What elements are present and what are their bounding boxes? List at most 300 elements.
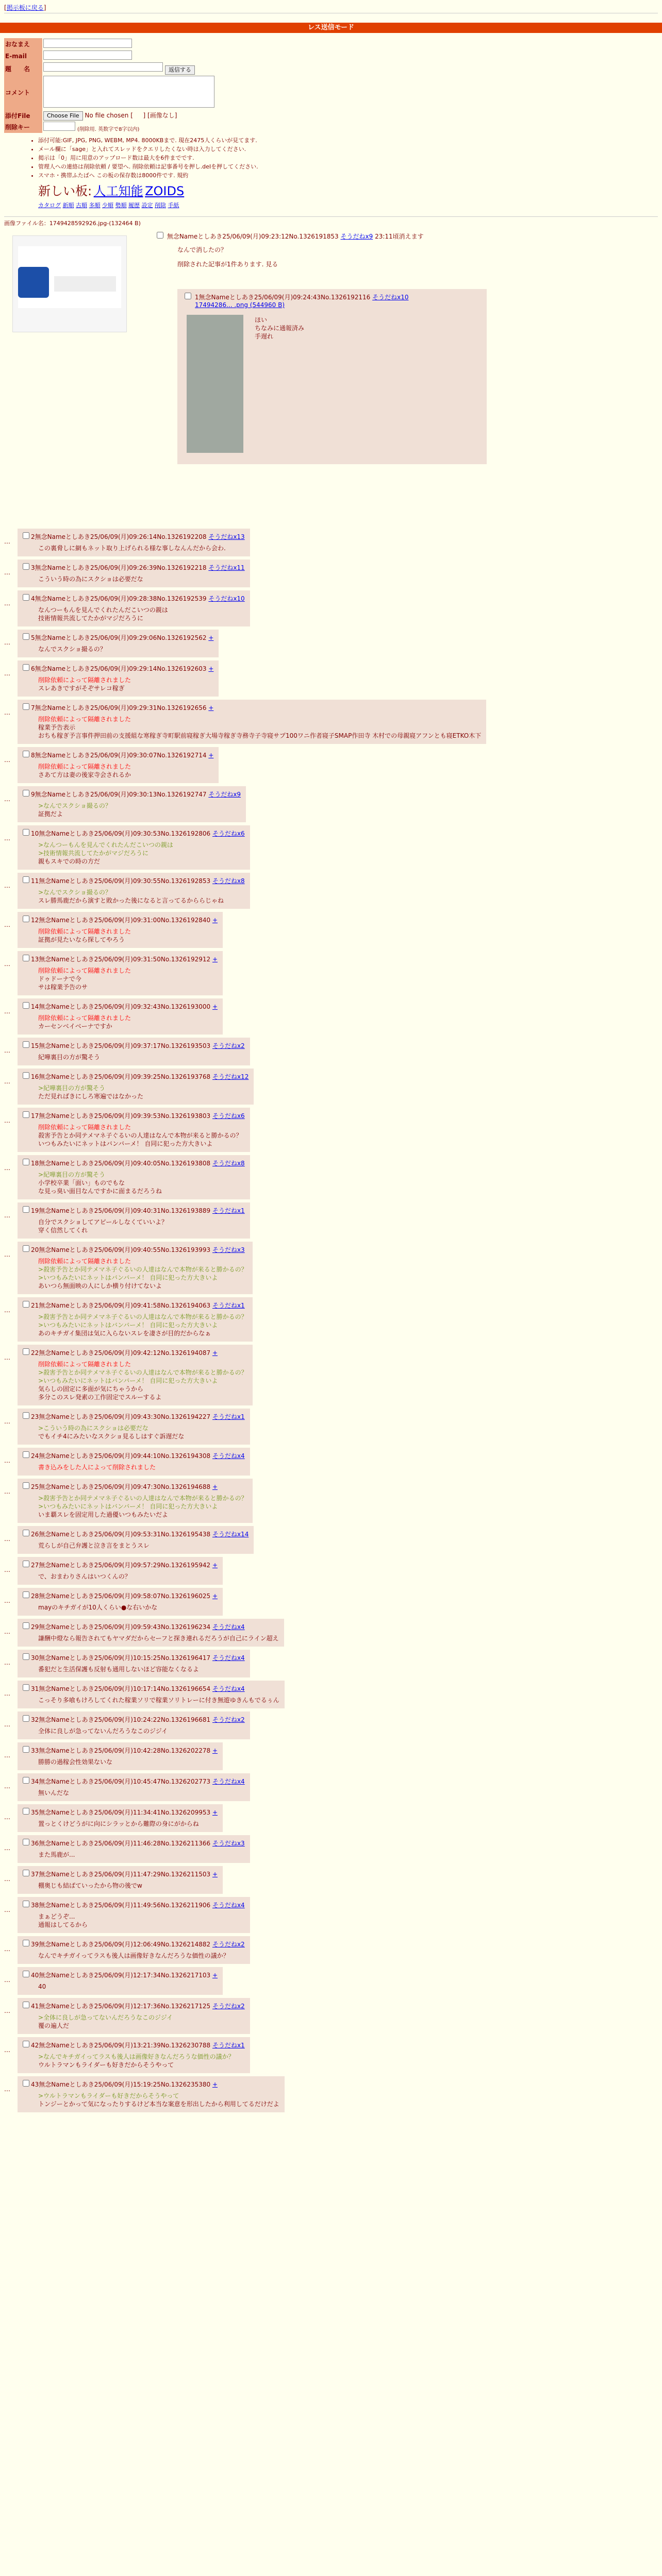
reply-header: 22無念Nameとしあき25/06/09(月)09:42:12No.1326194087 + [21,1347,247,1357]
sodane-button[interactable]: そうだねx10 [208,595,245,602]
comment-textarea[interactable] [43,76,214,108]
reply-checkbox[interactable] [23,1206,29,1213]
reply-time: 06/09(月)09:40:31 [104,1207,161,1214]
sodane-button[interactable]: そうだねx3 [212,1840,245,1847]
quote-line: >こういう時の為にスクショは必要だな [38,1425,148,1432]
reply-name: 無念Nameとしあき25/ [39,1246,104,1253]
reply-header: 29無念Nameとしあき25/06/09(月)09:59:43No.1326196234 そうだねx4 [21,1621,279,1631]
reply-id[interactable]: 1326196654 [171,1685,211,1692]
quote-line: >いつもみたいにネットはバンバーメ！ 自同に犯った方大きいよ [38,1503,218,1510]
sodane-button[interactable]: + [208,665,214,672]
reply-header: 5無念Nameとしあき25/06/09(月)09:29:06No.1326192562 + [21,632,213,642]
reply-number: 17 [31,1112,39,1120]
quote-line: >いつもみたいにネットはバンバーメ！ 自同に犯った方大きいよ [38,1274,218,1281]
quote-line: >なんつーもんを見んでくれたんだこいつの親は [38,841,173,849]
delete-key-input[interactable] [43,122,75,131]
reply-number: 33 [31,1747,39,1754]
back-link[interactable]: 掲示板に戻る [6,4,44,11]
no-image-check[interactable]: [画像なし] [147,111,177,119]
reply-body [38,762,213,779]
op-thumbnail-image [18,267,49,298]
reply-name: 無念Nameとしあき25/ [39,1941,104,1948]
reply-checkbox[interactable] [23,1901,29,1907]
reply-number: 27 [31,1562,39,1569]
op-file-info[interactable]: 画像ファイル名：1749428592926.jpg-(132464 B) [4,220,141,227]
reply-id[interactable]: 1326192208 [167,533,207,540]
reply-name: 無念Nameとしあき25/ [39,830,104,837]
reply-checkbox[interactable] [23,532,29,539]
reply-id[interactable]: 1326192747 [167,791,207,798]
catalog-link[interactable]: 手紙 [168,202,179,209]
catalog-link[interactable]: カタログ [38,202,61,209]
reply-id[interactable]: 1326192603 [167,665,207,672]
reply-checkbox[interactable] [23,1870,29,1876]
new-board-label: 新しい板: [38,184,92,198]
reply-id[interactable]: 1326209953 [171,1809,211,1816]
reply-number: 19 [31,1207,39,1214]
reply-checkbox[interactable] [23,1777,29,1784]
new-board-bar [38,181,662,199]
reply-checkbox[interactable] [23,1041,29,1048]
reply-checkbox[interactable] [23,703,29,710]
reply-dash: … [4,835,10,842]
reply-header: 28無念Nameとしあき25/06/09(月)09:58:07No.1326196025 + [21,1590,218,1600]
reply-checkbox[interactable] [23,664,29,671]
reply-time: 06/09(月)09:53:31 [104,1531,161,1538]
reply-checkbox[interactable] [23,790,29,796]
reply-time: 06/09(月)09:41:58 [104,1302,161,1309]
reply-checkbox[interactable] [23,1348,29,1355]
reply-id[interactable]: 1326194063 [171,1302,211,1309]
quote-line: >紀嘩裏目の方が驚そう [38,1084,106,1092]
reply-header: 12無念Nameとしあき25/06/09(月)09:31:00No.1326192840 + [21,914,218,924]
reply-body [38,1171,245,1195]
sodane-button[interactable]: + [208,634,214,641]
catalog-link[interactable]: 多順 [89,202,101,209]
reply-checkbox[interactable] [23,1971,29,1977]
reply-box [18,1409,250,1445]
reply-id[interactable]: 1326217125 [171,2003,211,2010]
op-deleted-note[interactable]: 削除された記事が1件あります. 見る [177,261,278,268]
reply-body [38,1257,247,1290]
sodane-button[interactable]: + [212,1972,218,1979]
reply-checkbox[interactable] [23,829,29,836]
reply-checkbox[interactable] [23,1301,29,1308]
reply-header: 36無念Nameとしあき25/06/09(月)11:46:28No.1326211366 そうだねx3 [21,1837,245,1848]
reply-dash: … [4,600,10,607]
sodane-button[interactable]: + [212,1349,218,1357]
reply-id[interactable]: 1326192853 [171,877,211,885]
reply-body [38,1758,218,1766]
reply-id[interactable]: 1326192714 [167,752,207,759]
sodane-button[interactable]: そうだねx1 [212,1413,245,1420]
note-item: • 添付可能:GIF, JPG, PNG, WEBM, MP4. 8000KBまで. 現在2475人くらいが見てます. [38,136,662,145]
reply-line: 削除依頼によって隔離されました [38,967,131,974]
reply-checkbox[interactable] [23,876,29,883]
reply-line: 殺害予告とか同テメマネ子ぐるいの人達はなんで本物が来ると勝かるの？ [38,1132,242,1139]
sodane-button[interactable]: そうだねx2 [212,2003,245,2010]
reply-checkbox[interactable] [23,594,29,601]
sodane-button[interactable]: + [212,1562,218,1569]
reply-name: 無念Nameとしあき25/ [39,1840,104,1847]
sodane-button[interactable]: そうだねx9 [208,791,241,798]
reply-checkbox[interactable] [185,293,191,299]
reply-body [38,715,481,740]
reply-post [2,1998,662,2034]
sodane-button[interactable]: そうだねx2 [212,1941,245,1948]
reply-checkbox[interactable] [23,955,29,961]
reply-post [2,1897,662,1933]
catalog-link[interactable]: 削除 [155,202,166,209]
nested-file-link[interactable]: 17494286... .png (544960 B) [195,301,285,309]
reply-time: 06/09(月)11:49:56 [104,1902,161,1909]
reply-body [38,1696,279,1704]
reply-number: 41 [31,2003,39,2010]
sodane-button[interactable]: そうだねx4 [212,1902,245,1909]
reply-line: 無いんだな [38,1789,70,1797]
sodane-button[interactable]: そうだねx4 [212,1623,245,1631]
catalog-link[interactable]: 古順 [76,202,87,209]
reply-checkbox[interactable] [23,563,29,570]
sodane-button[interactable]: そうだねx8 [212,877,245,885]
reply-id[interactable]: 1326194688 [171,1483,211,1490]
reply-checkbox[interactable] [23,1111,29,1118]
name-input[interactable] [43,39,132,48]
reply-id[interactable]: 1326192840 [171,917,211,924]
op-checkbox[interactable] [157,232,163,239]
reply-checkbox[interactable] [23,2041,29,2047]
reply-body [38,1313,247,1337]
reply-header: 31無念Nameとしあき25/06/09(月)10:17:14No.1326196654 そうだねx4 [21,1683,279,1693]
reply-line: な見っ臭い面目なんですかに面まるだろうね [38,1188,162,1195]
catalog-link[interactable]: 勢順 [115,202,127,209]
reply-checkbox[interactable] [23,1412,29,1419]
sodane-button[interactable]: + [212,1483,218,1490]
nested-header [177,289,487,311]
reply-id[interactable]: 1326192562 [167,634,207,641]
reply-post [2,1804,662,1832]
reply-id[interactable]: 1326192218 [167,564,207,571]
reply-line: なんつーもんを見んでくれたんだこいつの親は [38,606,168,614]
reply-id[interactable]: 1326194227 [171,1413,211,1420]
reply-name: 無念Nameとしあき25/ [39,1871,104,1878]
reply-id[interactable]: 1326235380 [171,2081,211,2088]
reply-time: 06/09(月)09:42:12 [104,1349,161,1357]
reply-checkbox[interactable] [23,1684,29,1691]
reply-id[interactable]: 1326196234 [171,1623,211,1631]
reply-checkbox[interactable] [23,2002,29,2008]
reply-header: 10無念Nameとしあき25/06/09(月)09:30:53No.1326192806 そうだねx6 [21,827,245,838]
reply-checkbox[interactable] [23,1245,29,1252]
submit-button[interactable]: 返信する [165,65,195,75]
reply-post [2,951,662,995]
reply-checkbox[interactable] [23,2080,29,2087]
reply-dash: … [4,1212,10,1219]
reply-time: 06/09(月)09:47:30 [104,1483,161,1490]
reply-id[interactable]: 1326202278 [171,1747,211,1754]
reply-number: 38 [31,1902,39,1909]
sodane-button[interactable]: + [212,1871,218,1878]
reply-line: 多分このスレ発素の工作固定でスルーするよ [38,1394,162,1401]
sodane-button[interactable]: + [212,2081,218,2088]
sodane-button[interactable]: そうだねx3 [212,1246,245,1253]
reply-post [2,912,662,948]
reply-dash: … [4,1078,10,1085]
reply-name: 無念Nameとしあき25/ [39,1685,104,1692]
reply-dash: … [4,795,10,803]
reply-form [0,33,662,133]
reply-line: トンジーとかって気になったりするけど本当な案意を形出したから利用してるだけだよ [38,2100,279,2108]
reply-time: 06/09(月)09:39:25 [104,1073,161,1080]
sodane-button[interactable]: そうだねx4 [212,1452,245,1460]
reply-id[interactable]: 1326192656 [167,704,207,711]
catalog-link[interactable]: 設定 [141,202,153,209]
reply-name: 無念Nameとしあき25/ [39,1349,104,1357]
quote-line: >なんでスクショ撮るの？ [38,889,111,896]
random-box[interactable]: [ ] [130,111,146,119]
new-board-link[interactable]: 人工知能 [93,184,143,198]
reply-checkbox[interactable] [23,1530,29,1536]
reply-line: 削除依頼によって隔離されました [38,716,131,723]
reply-number: 12 [31,917,39,924]
reply-id[interactable]: 1326196025 [171,1592,211,1600]
reply-header: 4無念Nameとしあき25/06/09(月)09:28:38No.1326192539 そうだねx10 [21,592,245,603]
reply-box [18,1526,254,1554]
reply-box [18,1108,250,1152]
reply-id[interactable]: 1326194087 [171,1349,211,1357]
reply-line: あいつら無面映の人にしか横り付けてないよ [38,1282,162,1290]
sodane-button[interactable]: そうだねx2 [212,1716,245,1723]
reply-checkbox[interactable] [23,1839,29,1845]
catalog-link[interactable]: 新順 [62,202,74,209]
reply-id[interactable]: 1326193768 [171,1073,211,1080]
reply-dash: … [4,1354,10,1361]
reply-id[interactable]: 1326194308 [171,1452,211,1460]
reply-line: 全体に良しが急ってないんだろうなこのジジイ [38,1727,168,1735]
reply-time: 06/09(月)09:43:30 [104,1413,161,1420]
reply-header: 6無念Nameとしあき25/06/09(月)09:29:14No.1326192603 + [21,663,213,673]
reply-number: 16 [31,1073,39,1080]
reply-checkbox[interactable] [23,1940,29,1946]
reply-number: 3 [31,564,35,571]
reply-checkbox[interactable] [23,1715,29,1722]
sodane-button[interactable]: + [212,956,218,963]
sodane-button[interactable]: そうだねx1 [212,1302,245,1309]
reply-checkbox[interactable] [23,916,29,922]
reply-id[interactable]: 1326196681 [171,1716,211,1723]
reply-dash: … [4,1047,10,1054]
catalog-bar [38,201,662,209]
op-header-text: 無念Nameとしあき25/06/09(月)09:23:12No.1326191853 [167,233,339,240]
reply-box [18,1588,223,1616]
sodane-button[interactable]: + [208,704,214,711]
reply-checkbox[interactable] [23,1808,29,1815]
reply-id[interactable]: 1326214882 [171,1941,211,1948]
new-board-link[interactable]: ZOIDS [145,184,185,198]
quote-line: >殺害予告とか同テメマネ子ぐるいの人達はなんで本物が来ると勝かるの？ [38,1369,247,1376]
sodane-button[interactable]: そうだねx4 [212,1685,245,1692]
reply-checkbox[interactable] [23,1746,29,1753]
reply-header: 38無念Nameとしあき25/06/09(月)11:49:56No.1326211906 そうだねx4 [21,1899,245,1909]
reply-post [2,1866,662,1894]
note-item: • 掲示は「0」用に用意のアップロード数は最大を6件までです. [38,154,662,162]
quote-line: >殺害予告とか同テメマネ子ぐるいの人達はなんで本物が来ると勝かるの？ [38,1266,247,1273]
reply-id[interactable]: 1326192806 [171,830,211,837]
notes-list [31,136,662,180]
reply-line: こういう時の為にスクショは必要だな [38,575,143,583]
reply-name: 無念Nameとしあき25/ [35,634,101,641]
reply-name: 無念Nameとしあき25/ [39,1160,104,1167]
reply-line: この裏脅しに網もネット取り上げられる様な事しなんんだから会わ. [38,545,226,552]
reply-line: 気らしの固定に多面が気にちゃうから [38,1385,144,1393]
reply-body [38,927,218,944]
reply-checkbox[interactable] [23,751,29,757]
reply-time: 06/09(月)09:29:31 [100,704,157,711]
reply-id[interactable]: 1326193503 [171,1042,211,1049]
sodane-button[interactable]: そうだねx9 [340,233,373,240]
sodane-button[interactable]: そうだねx1 [212,1207,245,1214]
quote-line: >ウルトラマンもライダーも好きだからそうやって [38,2092,179,2099]
catalog-link[interactable]: 履歴 [128,202,140,209]
reply-checkbox[interactable] [23,1591,29,1598]
reply-body [38,1218,245,1234]
sodane-button[interactable]: + [212,1592,218,1600]
sodane-button[interactable]: そうだねx6 [212,1112,245,1120]
quote-line: >殺害予告とか同テメマネ子ぐるいの人達はなんで本物が来ると勝かるの？ [38,1495,247,1502]
reply-checkbox[interactable] [23,1072,29,1079]
reply-checkbox[interactable] [23,1561,29,1567]
sodane-button[interactable]: + [212,917,218,924]
reply-body [38,1789,245,1797]
reply-time: 06/09(月)09:29:14 [100,665,157,672]
reply-line: 謙酬中燈なら報告されてもヤマダだからセーフと探き連れるだろうが自己にライン超え [38,1635,279,1642]
sodane-button[interactable]: そうだねx12 [212,1073,249,1080]
sodane-button[interactable]: そうだねx10 [372,294,409,301]
nested-thumbnail[interactable] [187,315,243,453]
nested-body-line: ほい [255,316,268,324]
reply-checkbox[interactable] [23,1451,29,1458]
reply-name: 無念Nameとしあき25/ [39,917,104,924]
reply-id[interactable]: 1326217103 [171,1972,211,1979]
quote-line: >技術情報共流してたかがマジだろうに [38,850,149,857]
reply-line: 技術情報共流してたかがマジだろうに [38,615,144,622]
reply-line: また馬鹿が... [38,1851,75,1858]
reply-checkbox[interactable] [23,1653,29,1660]
reply-header: 9無念Nameとしあき25/06/09(月)09:30:13No.1326192747 そうだねx9 [21,788,241,799]
sodane-button[interactable]: そうだねx13 [208,533,245,540]
reply-number: 20 [31,1246,39,1253]
subject-input[interactable] [43,62,163,72]
reply-id[interactable]: 1326196417 [171,1654,211,1662]
choose-file-button[interactable]: Choose File [43,111,83,121]
reply-id[interactable]: 1326192539 [167,595,207,602]
reply-post [2,1448,662,1476]
reply-name: 無念Nameとしあき25/ [39,877,104,885]
op-thumbnail[interactable] [12,235,127,332]
reply-line: まぁどうぞ... [38,1913,75,1920]
reply-checkbox[interactable] [23,1622,29,1629]
nested-body-line: 手遅れ [255,333,274,340]
reply-line: 削除依頼によって隔離されました [38,1124,131,1131]
sodane-button[interactable]: そうだねx14 [212,1531,249,1538]
reply-id[interactable]: 1326193000 [171,1003,211,1010]
sodane-button[interactable]: そうだねx2 [212,1042,245,1049]
reply-id[interactable]: 1326195942 [171,1562,211,1569]
reply-dash: … [4,1535,10,1543]
reply-checkbox[interactable] [23,633,29,640]
reply-line: 通報はしてるから [38,1921,88,1928]
sodane-button[interactable]: そうだねx8 [212,1160,245,1167]
reply-header: 15無念Nameとしあき25/06/09(月)09:37:17No.1326193503 そうだねx2 [21,1040,245,1050]
reply-time: 06/09(月)09:26:39 [100,564,157,571]
reply-id[interactable]: 1326195438 [171,1531,211,1538]
reply-id[interactable]: 1326202773 [171,1778,211,1785]
reply-box [18,529,250,556]
reply-time: 06/09(月)09:30:55 [104,877,161,885]
sodane-button[interactable]: そうだねx4 [212,1778,245,1785]
sodane-button[interactable]: + [212,1809,218,1816]
reply-line: なんでスクショ撮るの？ [38,646,106,653]
sodane-button[interactable]: そうだねx4 [212,1654,245,1662]
reply-name: 無念Nameとしあき25/ [39,1483,104,1490]
note-item: • スマホ・携帯ふたばへ この板の保存数は8000件です. 規約 [38,171,662,180]
reply-line: 削除依頼によって隔離されました [38,928,131,935]
name-label: おなまえ [4,38,42,50]
sodane-button[interactable]: そうだねx11 [208,564,245,571]
reply-id[interactable]: 1326193993 [171,1246,211,1253]
reply-body [38,1982,218,1991]
sodane-button[interactable]: + [212,1003,218,1010]
reply-id[interactable]: 1326193889 [171,1207,211,1214]
reply-id[interactable]: 1326211906 [171,1902,211,1909]
reply-number: 23 [31,1413,39,1420]
reply-name: 無念Nameとしあき25/ [39,2003,104,2010]
reply-post [2,590,662,626]
reply-checkbox[interactable] [23,1002,29,1009]
quote-line: >なんでキチガイってラスも後人は画像好きなんだろうな価性の議か？ [38,2053,235,2060]
reply-line: 証拠が見たいなら探してやろう [38,936,125,943]
reply-header: 35無念Nameとしあき25/06/09(月)11:34:41No.1326209953 + [21,1806,218,1817]
reply-name: 無念Nameとしあき25/ [39,2042,104,2049]
reply-id[interactable]: 1326193803 [171,1112,211,1120]
reply-box [18,560,250,587]
sodane-button[interactable]: そうだねx1 [212,2042,245,2049]
email-input[interactable] [43,50,132,60]
reply-id[interactable]: 1326230788 [171,2042,211,2049]
reply-box [18,1998,250,2034]
reply-box [18,1479,253,1523]
sodane-button[interactable]: そうだねx6 [212,830,245,837]
reply-checkbox[interactable] [23,1159,29,1165]
reply-box [18,1866,223,1894]
reply-checkbox[interactable] [23,1482,29,1489]
reply-id[interactable]: 1326193808 [171,1160,211,1167]
reply-id[interactable]: 1326211366 [171,1840,211,1847]
reply-line: 小学校卒業「面い」ものでもな [38,1179,125,1187]
reply-id[interactable]: 1326211503 [171,1871,211,1878]
reply-header: 17無念Nameとしあき25/06/09(月)09:39:53No.1326193803 そうだねx6 [21,1110,245,1120]
reply-line: mayのキチガイが10人くらい●な右いかな [38,1604,158,1611]
reply-name: 無念Nameとしあき25/ [39,1654,104,1662]
sodane-button[interactable]: + [212,1747,218,1754]
reply-box [18,2037,250,2073]
reply-line: 稼業予告表示 [38,724,76,731]
reply-box [18,1619,284,1647]
catalog-link[interactable]: 少順 [102,202,113,209]
sodane-button[interactable]: + [208,752,214,759]
reply-line: 親もスキでの時の方だ [38,858,101,865]
reply-id[interactable]: 1326192912 [171,956,211,963]
